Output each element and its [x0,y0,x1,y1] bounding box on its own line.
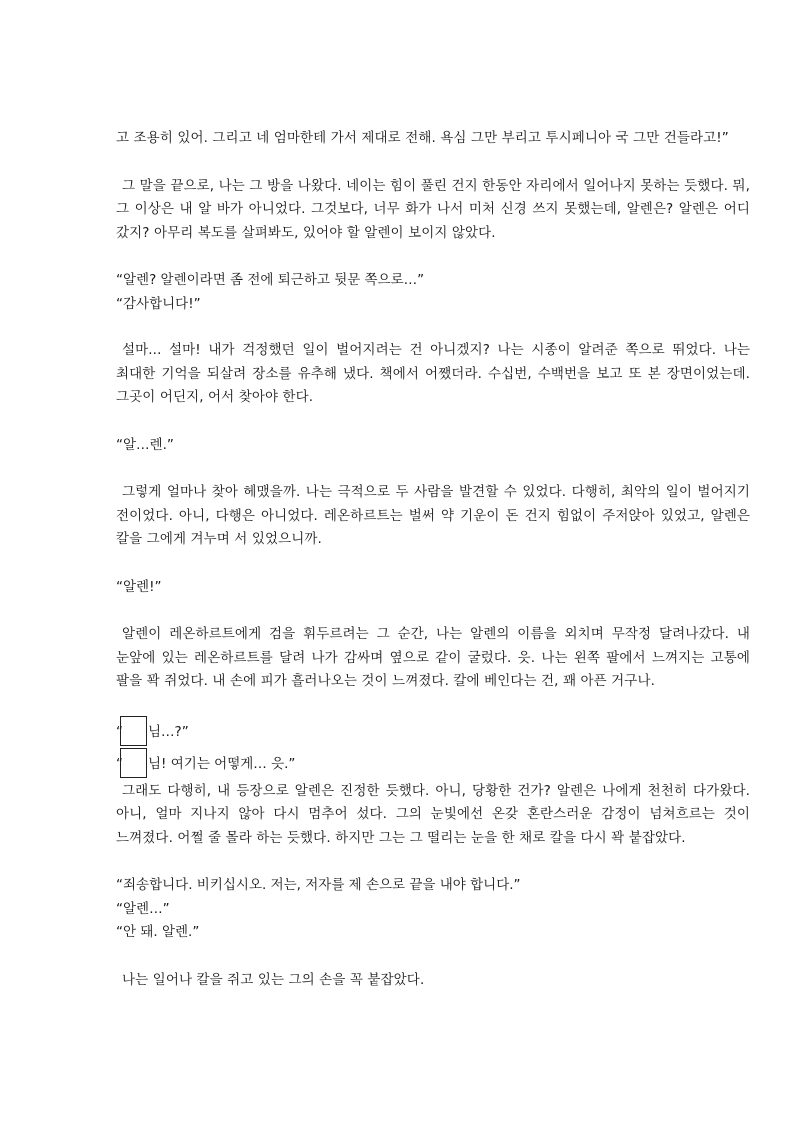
missing-glyph-box [120,748,147,778]
open-quote: “ [116,755,123,772]
paragraph-7: 나는 일어나 칼을 쥐고 있는 그의 손을 꼭 붙잡았다. [122,971,425,988]
dialogue-line: “감사합니다!” [116,295,201,312]
dialogue-line: “알…렌.” [116,436,174,453]
paragraph-3: 설마... 설마! 내가 걱정했던 일이 벌어지려는 건 아니겠지? 나는 시종이 알려준 쪽으로 뛰었다. 나는 최대한 기억을 되살려 장소를 유추해 냈다. 책에서 어쨌더라. 수십번, 수백번을 보고 또 본 장면이었는데. 그곳이 어딘지, 어서 찾아야 한다. [116,342,750,405]
paragraph-5: 알렌이 레온하르트에게 검을 휘두르려는 그 순간, 나는 알렌의 이름을 외치며 무작정 달려나갔다. 내 눈앞에 있는 레온하르트를 달려 나가 감싸며 옆으로 같이 굴렀다. 읏. 나는 왼쪽 팔에서 느껴지는 고통에 팔을 꽉 쥐었다. 내 손에 피가 흘러나오는 것이 느껴졌다. 칼에 베인다는 건, 꽤 아픈 거구나. [116,626,750,689]
dialogue-line-name-placeholder [116,748,750,780]
dialogue-line: “알렌…” [116,900,170,917]
missing-glyph-box [120,716,147,746]
dialogue-line: “안 돼. 알렌.” [116,924,200,940]
dialogue-line: “알렌!” [116,578,162,595]
paragraph-2: 그 말을 끝으로, 나는 그 방을 나왔다. 네이는 힘이 풀린 건지 한동안 자리에서 일어나지 못하는 듯했다. 뭐, 그 이상은 내 알 바가 아니었다. 그것보다, 너무 화가 나서 미처 신경 쓰지 못했는데, 알렌은? 알렌은 어디 갔지? 아무리 복도를 살펴봐도, 있어야 할 알렌이 보이지 않았다. [116,177,750,241]
paragraph-4: 그렇게 얼마나 찾아 헤맸을까. 나는 극적으로 두 사람을 발견할 수 있었다. 다행히, 최악의 일이 벌어지기 전이었다. 아니, 다행은 아니었다. 레온하르트는 벌써 약 기운이 돈 건지 힘없이 주저앉아 있었고, 알렌은 칼을 그에게 겨누며 서 있었으니까. [116,484,750,547]
dialogue-line: “알렌? 알렌이라면 좀 전에 퇴근하고 뒷문 쪽으로…” [116,272,425,288]
dialogue-text: 님! 여기는 어떻게… 읏.” [148,755,296,772]
open-quote: “ [116,723,123,740]
paragraph-6: 그래도 다행히, 내 등장으로 알렌은 진정한 듯했다. 아니, 당황한 건가? 알렌은 나에게 천천히 다가왔다. 아니, 얼마 지나지 않아 다시 멈추어 섰다. 그의 눈빛에선 온갖 혼란스러운 감정이 넘쳐흐르는 것이 느껴졌다. 어쩔 줄 몰라 하는 듯했다. 하지만 그는 그 떨리는 눈을 한 채로 칼을 다시 꽉 붙잡았다. [116,782,750,846]
dialogue-line: “죄송합니다. 비키십시오. 저는, 저자를 제 손으로 끝을 내야 합니다.” [116,877,521,893]
paragraph-1: 고 조용히 있어. 그리고 네 엄마한테 가서 제대로 전해. 욕심 그만 부리고 투시페니아 국 그만 건들라고!” [116,130,729,146]
dialogue-line-name-placeholder [116,716,750,748]
dialogue-text: 님…?” [148,723,189,740]
